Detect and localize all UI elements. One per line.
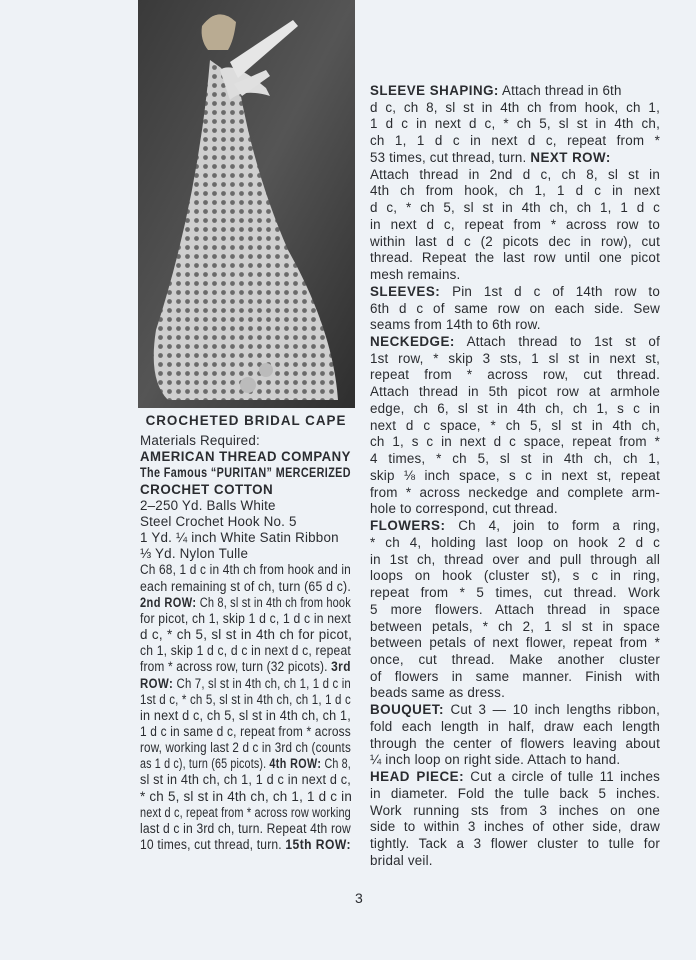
body-text: tightly. Tack a 3 flower cluster to tulle for — [370, 836, 660, 852]
text-line — [370, 836, 660, 853]
text-line — [140, 724, 352, 740]
paragraph — [370, 702, 660, 769]
text-line — [140, 546, 352, 562]
bold-heading-text: 15th ROW: — [285, 837, 351, 853]
body-text: Ch 68, 1 d c in 4th ch from hook and in — [140, 562, 351, 578]
body-text: Materials Required: — [140, 433, 260, 449]
left-column-body — [140, 433, 352, 853]
body-text: Attach thread in 6th — [498, 83, 622, 98]
bold-heading-text: HEAD PIECE: — [370, 769, 465, 785]
body-text: Attach thread in 5th picot row at armhole — [370, 384, 660, 400]
text-line — [370, 133, 660, 150]
body-text: side to within 3 inches of other side, draw — [370, 819, 660, 835]
text-line — [140, 692, 352, 708]
text-line — [140, 579, 352, 595]
bold-heading-text: SLEEVE SHAPING: — [370, 83, 499, 98]
text-line-content — [140, 611, 351, 627]
body-text: 1 d c in same d c, repeat from * across — [140, 723, 351, 739]
text-line — [370, 669, 660, 686]
body-text: * ch 4, holding last loop on hook 2 d c — [370, 534, 660, 550]
body-text: sl st in 4th ch, ch 1, 1 d c in next d c, — [140, 772, 351, 788]
body-text: between petals, * ch 2, 1 sl st in space — [370, 618, 660, 634]
text-line-content — [140, 837, 351, 853]
bold-heading-text: SLEEVES: — [370, 283, 441, 299]
body-text: as 1 d c), turn (65 picots). — [140, 756, 270, 772]
paragraph — [140, 449, 352, 465]
text-line — [140, 482, 352, 498]
body-text: * ch 5, sl st in 4th ch, ch 1, 1 d c in — [140, 788, 352, 804]
body-text: Pin 1st d c of 14th row to — [440, 283, 660, 299]
text-line-content — [140, 708, 351, 724]
text-line-content — [140, 740, 351, 756]
text-line-content — [140, 643, 351, 659]
text-line — [370, 401, 660, 418]
text-line-content — [370, 150, 611, 167]
body-text: seams from 14th to 6th row. — [370, 317, 541, 333]
bold-heading-text: BOUQUET: — [370, 702, 444, 718]
text-line — [370, 451, 660, 468]
paragraph — [370, 334, 660, 518]
body-text: 5 more flowers. Attach thread in space — [370, 601, 660, 617]
body-text: Cut a circle of tulle 11 inches — [464, 769, 660, 785]
paragraph — [370, 769, 660, 869]
text-line — [140, 821, 352, 837]
bold-heading-text: 3rd — [331, 659, 351, 675]
text-line — [370, 351, 660, 368]
text-line — [370, 803, 660, 820]
body-text: of flowers in same manner. Finish with — [370, 668, 660, 684]
text-line — [140, 740, 352, 756]
body-text: ch 1, 1 d c in next d c, repeat from * — [370, 133, 660, 149]
paragraph — [370, 518, 660, 702]
text-line-content — [140, 772, 351, 788]
text-line — [370, 234, 660, 251]
left-text-column — [140, 413, 352, 853]
text-line — [370, 167, 660, 184]
body-text: repeat from * 5 times, cut thread. Work — [370, 585, 660, 601]
body-text: ch 1, s c in next d c space, repeat from * — [370, 434, 660, 450]
text-line — [370, 769, 660, 786]
body-text: Ch 8, — [321, 756, 351, 772]
body-text: 1st row, * skip 3 sts, 1 sl st in next st, — [370, 350, 660, 366]
bold-heading-text: AMERICAN THREAD COMPANY — [140, 449, 351, 465]
text-line — [370, 468, 660, 485]
text-line — [140, 659, 352, 675]
body-text: bridal veil. — [370, 852, 433, 868]
text-line — [140, 449, 352, 465]
body-text: 1st d c, * ch 5, sl st in 4th ch, ch 1, 1 d c — [140, 691, 351, 707]
text-line — [140, 676, 352, 692]
body-text: Ch 7, sl st in 4th ch, ch 1, 1 d c in — [173, 675, 351, 691]
paragraph — [140, 498, 352, 514]
bold-heading-text: CROCHET COTTON — [140, 481, 274, 497]
text-line — [370, 652, 660, 669]
body-text: repeat from * across row, cut thread. — [370, 367, 660, 383]
pattern-title: CROCHETED BRIDAL CAPE — [145, 413, 347, 428]
text-line-content — [370, 83, 622, 100]
body-text: Work running sts from 3 inches on one — [370, 802, 660, 818]
text-line — [370, 100, 660, 117]
body-text: mesh remains. — [370, 267, 461, 283]
body-text: for picot, ch 1, skip 1 d c, 1 d c in next — [140, 610, 351, 626]
body-text: loops on hook (cluster st), s c in ring, — [370, 568, 660, 584]
text-line — [370, 116, 660, 133]
text-line — [140, 837, 352, 853]
body-text: next d c space, * ch 5, sl st in 4th ch, — [370, 417, 660, 433]
body-text: in 1st ch, thread over and pull through all — [370, 551, 660, 567]
bold-heading-text: NEXT ROW: — [530, 149, 611, 165]
text-line — [370, 501, 660, 518]
text-line — [140, 465, 352, 481]
body-text: ¼ inch loop on right side. Attach to hand. — [370, 752, 621, 768]
paragraph — [140, 465, 352, 497]
text-line — [370, 284, 660, 301]
text-line — [140, 756, 352, 772]
bold-heading-text: ROW: — [140, 675, 174, 691]
text-line — [370, 384, 660, 401]
body-text: d c, * ch 5, sl st in 4th ch for picot, — [140, 627, 352, 643]
body-text: fold each length in half, draw each length — [370, 718, 660, 734]
text-line — [370, 317, 660, 334]
body-text: once, cut thread. Make another cluster — [370, 651, 660, 667]
text-line-content — [140, 692, 351, 708]
body-text: row, working last 2 d c in 3rd ch (counts — [140, 740, 351, 756]
page-number: 3 — [355, 890, 363, 906]
body-text: through the center of flowers leaving about — [370, 735, 660, 751]
bold-heading-text: NECKEDGE: — [370, 334, 455, 350]
text-line — [140, 643, 352, 659]
body-text: 6th d c of same row on each side. Sew — [370, 300, 660, 316]
bold-heading-text: 2nd ROW: — [140, 594, 197, 610]
text-line — [370, 150, 660, 167]
body-text: in diameter. Fold the tulle back 5 inches. — [370, 785, 660, 801]
body-text: Cut 3 — 10 inch lengths ribbon, — [443, 702, 660, 718]
body-text: Steel Crochet Hook No. 5 — [140, 513, 297, 529]
text-line — [370, 267, 660, 284]
text-line-content — [140, 659, 351, 675]
bold-heading-text: The Famous “PURITAN” MERCERIZED — [140, 465, 351, 481]
body-text: within last d c (2 picots dec in row), cut — [370, 233, 660, 249]
text-line-content — [140, 676, 351, 692]
text-line — [140, 514, 352, 530]
text-line-content — [140, 562, 351, 578]
text-line — [140, 805, 352, 821]
text-line — [140, 789, 352, 805]
text-line — [370, 786, 660, 803]
text-line-content — [140, 579, 351, 595]
bold-heading-text: 4th ROW: — [269, 756, 322, 772]
text-line-content — [140, 805, 351, 821]
right-text-column — [370, 83, 660, 870]
body-text: next d c, repeat from * across row working — [140, 804, 351, 820]
text-line — [370, 719, 660, 736]
paragraph — [140, 530, 352, 546]
paragraph — [370, 83, 660, 284]
text-line — [370, 552, 660, 569]
text-line-content — [140, 821, 351, 837]
text-line — [370, 200, 660, 217]
text-line — [140, 627, 352, 643]
text-line — [370, 217, 660, 234]
body-text: ⅓ Yd. Nylon Tulle — [140, 546, 249, 562]
doll-bridal-cape-photo — [138, 0, 355, 408]
text-line — [370, 434, 660, 451]
text-line — [140, 530, 352, 546]
body-text: d c, * ch 5, sl st in 4th ch, ch 1, 1 d c — [370, 200, 660, 216]
body-text: thread. Repeat the last row until one picot — [370, 250, 660, 266]
text-line — [370, 819, 660, 836]
text-line — [370, 635, 660, 652]
body-text: Ch 8, sl st in 4th ch from hook — [196, 594, 351, 610]
body-text: 4th ch from hook, ch 1, 1 d c in next — [370, 183, 660, 199]
text-line — [140, 772, 352, 788]
body-text: Ch 4, join to form a ring, — [445, 518, 660, 534]
text-line — [370, 585, 660, 602]
text-line — [140, 498, 352, 514]
text-line — [370, 485, 660, 502]
text-line-content — [140, 449, 351, 465]
text-line — [370, 853, 660, 870]
body-text: d c, ch 8, sl st in 4th ch from hook, ch 1, — [370, 99, 660, 115]
paragraph — [140, 562, 352, 853]
text-line — [370, 250, 660, 267]
text-line — [370, 518, 660, 535]
text-line — [370, 702, 660, 719]
body-text: 4 times, * ch 5, sl st in 4th ch, ch 1, — [370, 451, 660, 467]
body-text: beads same as dress. — [370, 685, 505, 701]
body-text: from * across neckedge and complete arm- — [370, 484, 660, 500]
text-line — [370, 685, 660, 702]
text-line — [140, 708, 352, 724]
text-line-content — [140, 595, 351, 611]
paragraph — [140, 433, 352, 449]
text-line-content — [140, 756, 351, 772]
text-line — [370, 367, 660, 384]
text-line — [140, 562, 352, 578]
text-line — [370, 568, 660, 585]
text-line — [140, 595, 352, 611]
text-line — [140, 611, 352, 627]
body-text: each remaining st of ch, turn (65 d c). — [140, 578, 351, 594]
body-text: 1 d c in next d c, * ch 5, sl st in 4th ch, — [370, 116, 660, 132]
body-text: skip ⅛ inch space, s c in next st, repeat — [370, 467, 660, 483]
text-line-content — [140, 465, 351, 481]
text-line — [370, 602, 660, 619]
body-text: 53 times, cut thread, turn. — [370, 149, 531, 165]
text-line-content — [140, 724, 351, 740]
text-line — [370, 418, 660, 435]
body-text: 10 times, cut thread, turn. — [140, 837, 286, 853]
bold-heading-text: FLOWERS: — [370, 518, 446, 534]
text-line — [370, 736, 660, 753]
paragraph — [140, 514, 352, 530]
text-line — [370, 752, 660, 769]
text-line — [370, 301, 660, 318]
body-text: in next d c, ch 5, sl st in 4th ch, ch 1, — [140, 707, 351, 723]
text-line — [140, 433, 352, 449]
text-line — [370, 334, 660, 351]
body-text: 1 Yd. ¼ inch White Satin Ribbon — [140, 530, 339, 546]
body-text: 2–250 Yd. Balls White — [140, 497, 276, 513]
body-text: in next d c, repeat from * across row to — [370, 216, 660, 232]
text-line — [370, 535, 660, 552]
body-text: ch 1, skip 1 d c, d c in next d c, repeat — [140, 643, 351, 659]
body-text: between petals of next flower, repeat from * — [370, 635, 660, 651]
body-text: Attach thread to 1st st of — [454, 334, 660, 350]
text-line — [370, 619, 660, 636]
body-text: hole to correspond, cut thread. — [370, 501, 558, 517]
text-line — [370, 183, 660, 200]
body-text: Attach thread in 2nd d c, ch 8, sl st in — [370, 166, 660, 182]
body-text: edge, ch 6, sl st in 4th ch, ch 1, s c in — [370, 400, 660, 416]
body-text: last d c in 3rd ch, turn. Repeat 4th row — [140, 820, 351, 836]
body-text: from * across row, turn (32 picots). — [140, 659, 332, 675]
paragraph — [370, 284, 660, 334]
paragraph — [140, 546, 352, 562]
text-line — [370, 83, 660, 100]
